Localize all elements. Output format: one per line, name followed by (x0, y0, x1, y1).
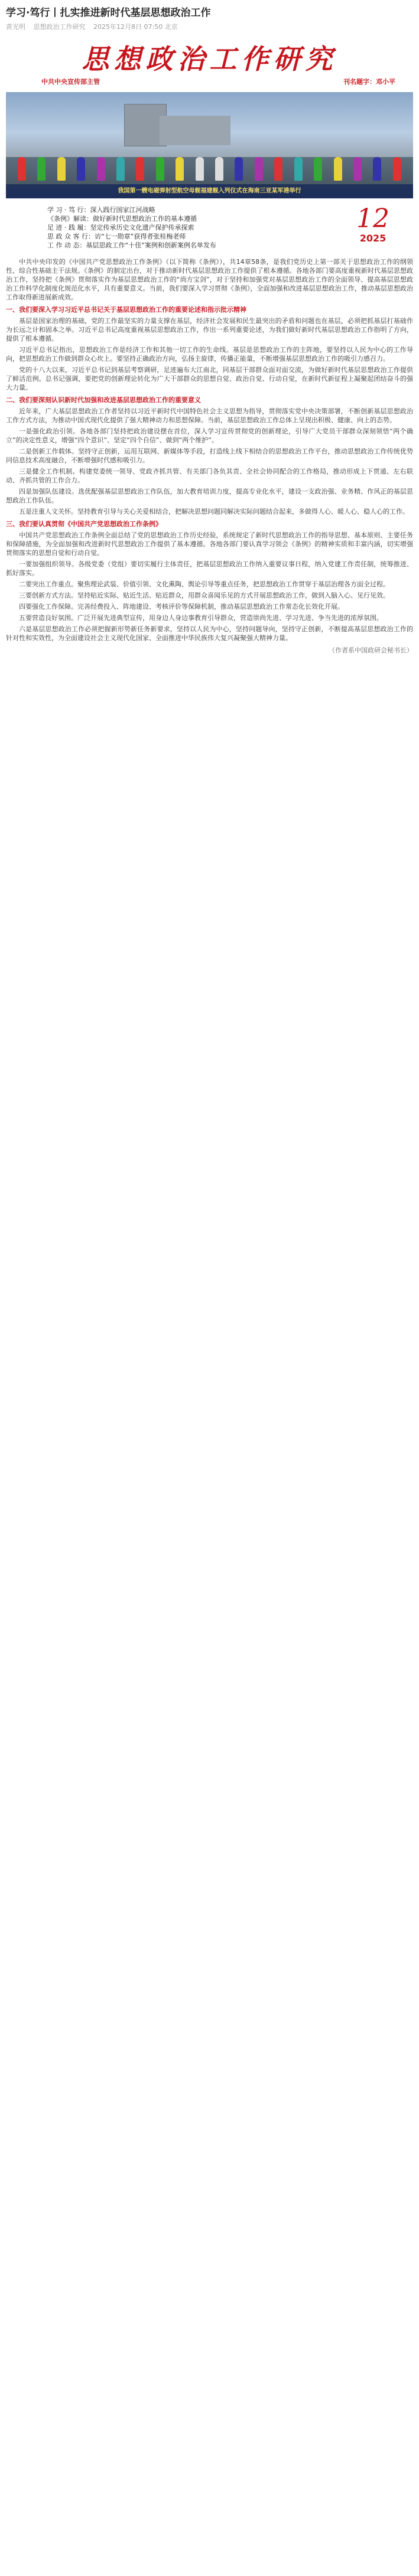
toc-item: 工 作 动 态：基层思政工作“十佳”案例和创新案例名单发布 (47, 241, 216, 249)
author-note: （作者系中国政研会秘书长） (329, 647, 413, 654)
paragraph: 四是加强队伍建设。选优配强基层思想政治工作队伍，加大教育培训力度，提高专业化水平，建设一支政治强、业务精、作风正的基层思想政治工作队伍。 (6, 488, 413, 504)
section-heading: 一、我们要深入学习习近平总书记关于基层思想政治工作的重要论述和指示批示精神 (6, 306, 246, 314)
toc-item: 足 迹 · 践 履：坚定传承历史文化遗产保护传承探索 (47, 224, 194, 231)
article-header (0, 0, 419, 32)
toc-item: 思 政 众 客 行：访“七一勋章”获得者张桂梅老师 (47, 233, 186, 240)
paragraph: 三是健全工作机制。构建党委统一领导、党政齐抓共管、有关部门各负其责、全社会协同配合的工作格局，推动形成上下贯通、左右联动、齐抓共管的工作合力。 (6, 468, 413, 484)
article-body (0, 250, 419, 655)
carrier-superstructure (160, 116, 230, 145)
inscription-label: 刊名题字：邓小平 (343, 78, 395, 86)
paragraph: 四要强化工作保障。完善经费投入、阵地建设、考核评价等保障机制，推动基层思想政治工作常态化长效化开展。 (19, 603, 344, 610)
issue-number: 12 (356, 204, 389, 234)
paragraph: 二要突出工作重点。聚焦理论武装、价值引领、文化熏陶、舆论引导等重点任务，把思想政治工作贯穿于基层治理各方面全过程。 (19, 580, 389, 588)
publisher-label: 中共中央宣传部主管 (41, 78, 100, 86)
paragraph: 二是创新工作载体。坚持守正创新，运用互联网、新媒体等手段，打造线上线下相结合的思想政治工作平台，推动思想政治工作传统优势同信息技术高度融合，不断增强时代感和吸引力。 (6, 448, 413, 464)
cover-caption: 我国第一艘电磁弹射型航空母舰福建舰入列仪式在海南三亚某军港举行 (6, 184, 413, 198)
paragraph: 五要营造良好氛围。广泛开展先进典型宣传，用身边人身边事教育引导群众，营造崇尚先进、学习先进、争当先进的浓厚氛围。 (19, 614, 383, 622)
author-name[interactable]: 黄光明 (6, 23, 25, 31)
paragraph: 中共中央印发的《中国共产党思想政治工作条例》（以下简称《条例》），共14章58条，是我们党历史上第一部关于思想政治工作的纲领性、综合性基础主干法规。《条例》的制定出台，对于推动新时代基层思想政治工作提供了根本遵循。各地各部门要高度重视新时代基层思想政治工作，坚持把《条例》贯彻落实作为基层思想政治工作的“尚方宝剑”，对于坚持和加强党对基层思想政治工作的全面领导、提高基层思想政治工作科学化制度化规范化水平，具有重要意义。当前，我们要深入学习贯彻《条例》，全面加强和改进基层思想政治工作，推动基层思想政治工作取得新进展新成效。 (6, 258, 413, 301)
article-title: 学习·笃行丨扎实推进新时代基层思想政治工作 (6, 7, 211, 19)
paragraph: 五是注重人文关怀。坚持教育引导与关心关爱相结合，把解决思想问题同解决实际问题结合起来，多做得人心、暖人心、稳人心的工作。 (19, 508, 409, 515)
publish-time: 2025年12月8日 07:50 北京 (93, 23, 178, 31)
crew-lineup (18, 154, 401, 181)
article-meta (6, 22, 413, 32)
source-account[interactable]: 思想政治工作研究 (33, 23, 86, 31)
issue-year: 2025 (359, 233, 386, 244)
paragraph: 党的十八大以来，习近平总书记到基层考察调研，足迹遍布大江南北，同基层干部群众面对面交流，为做好新时代基层思想政治工作提供了鲜活范例。总书记强调，要把党的创新理论转化为广大干部群众的思想自觉、政治自觉、行动自觉，在新时代新征程上凝聚起团结奋斗的强大力量。 (6, 366, 413, 391)
paragraph: 近年来，广大基层思想政治工作者坚持以习近平新时代中国特色社会主义思想为指导，贯彻落实党中央决策部署，不断创新基层思想政治工作方式方法，为推动中国式现代化提供了强大精神动力和思想保障。当前，基层思想政治工作总体上呈现出积极、健康、向上的态势。 (6, 407, 413, 424)
toc-item: 《条例》解读：做好新时代思想政治工作的基本遵循 (47, 215, 197, 223)
magazine-title: 思想政治工作研究 (82, 43, 337, 75)
paragraph: 习近平总书记指出，思想政治工作是经济工作和其他一切工作的生命线。基层是思想政治工作的主阵地，要坚持以人民为中心的工作导向，把思想政治工作做到群众心坎上。要坚持正确政治方向，弘扬主旋律，传播正能量，不断增强基层思想政治工作的吸引力感召力。 (6, 346, 413, 363)
paragraph: 一要加强组织领导。各级党委（党组）要切实履行主体责任，把基层思想政治工作纳入重要议事日程，纳入党建工作责任制，统筹推进、抓好落实。 (6, 560, 413, 577)
section-heading: 二、我们要深刻认识新时代加强和改进基层思想政治工作的重要意义 (6, 396, 201, 404)
paragraph: 基层是国家治理的基础，党的工作最坚实的力量支撑在基层，经济社会发展和民生最突出的矛盾和问题也在基层，必须把抓基层打基础作为长远之计和固本之举。习近平总书记高度重视基层思想政治工作，作出一系列重要论述，为我们做好新时代基层思想政治工作指明了方向，提供了根本遵循。 (6, 317, 413, 342)
paragraph: 六是基层思想政治工作必须把握新形势新任务新要求，坚持以人民为中心，坚持问题导向，坚持守正创新，不断提高基层思想政治工作的针对性和实效性，为全面建设社会主义现代化国家、全面推进中华民族伟大复兴凝聚强大精神力量。 (6, 625, 413, 642)
paragraph: 中国共产党思想政治工作条例全面总结了党的思想政治工作历史经验，系统规定了新时代思想政治工作的指导思想、基本原则、主要任务和保障措施，为全面加强和改进新时代思想政治工作提供了基本遵循。各地各部门要认真学习领会《条例》的精神实质和丰富内涵，切实增强贯彻落实的思想自觉和行动自觉。 (6, 531, 413, 557)
paragraph: 一是强化政治引领。各地各部门坚持把政治建设摆在首位，深入学习宣传贯彻党的创新理论，引导广大党员干部群众深刻领悟“两个确立”的决定性意义，增强“四个意识”、坚定“四个自信”、做到“两个维护”。 (6, 427, 413, 444)
magazine-masthead (6, 43, 413, 89)
section-heading: 三、我们要认真贯彻《中国共产党思想政治工作条例》 (6, 520, 162, 528)
cover-photo (6, 92, 413, 198)
toc-item: 学 习 · 笃 行：深入践行国家江河战略 (47, 206, 155, 214)
article-page (0, 0, 419, 655)
issue-badge (356, 205, 389, 244)
issue-contents (6, 205, 413, 250)
paragraph: 三要创新方式方法。坚持贴近实际、贴近生活、贴近群众，用群众喜闻乐见的方式开展思想政治工作，做到入脑入心、见行见效。 (19, 592, 389, 599)
